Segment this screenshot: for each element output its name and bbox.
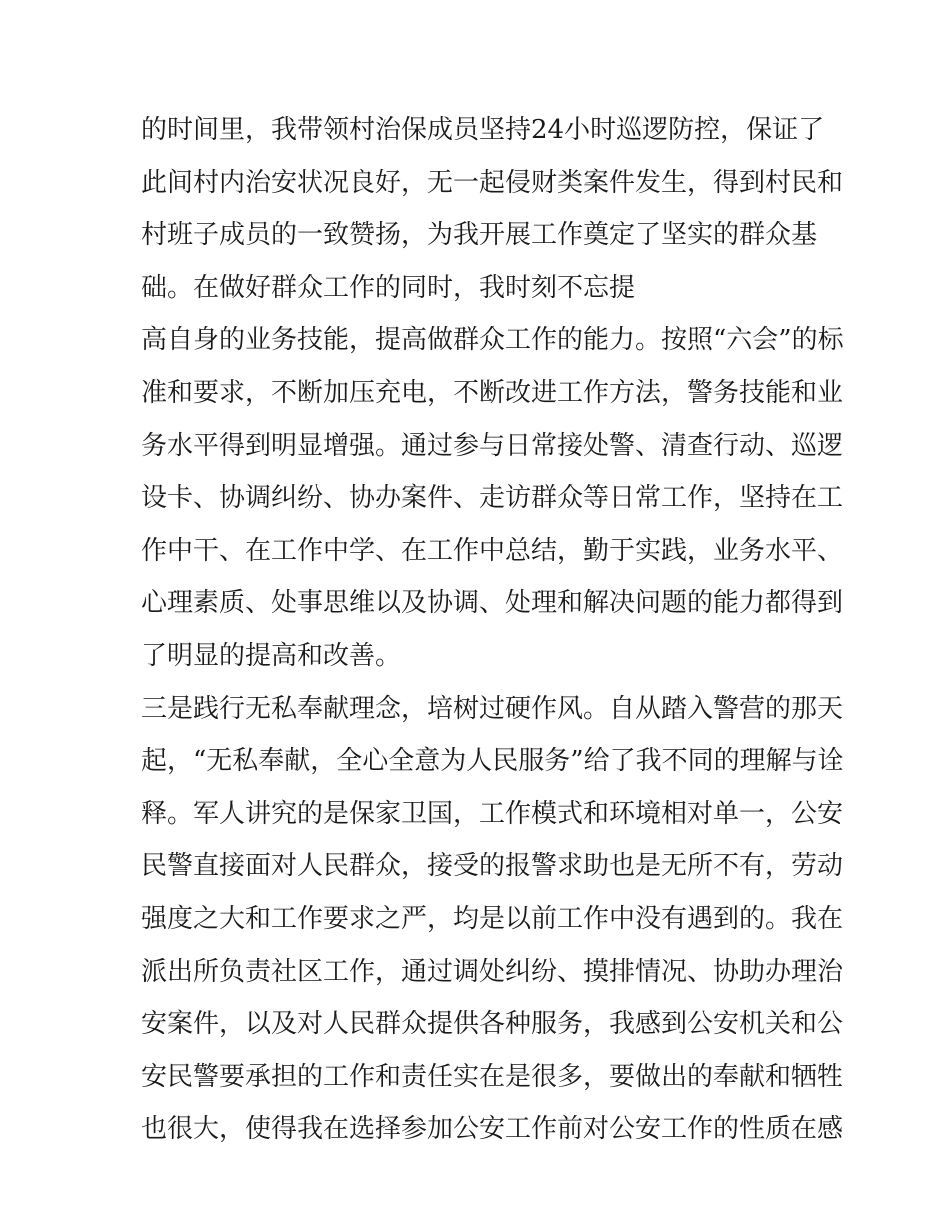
text-line-10: 心理素质、处事思维以及协调、处理和解决问题的能力都得到	[141, 588, 844, 619]
text-line-11: 了明显的提高和改善。	[141, 640, 402, 671]
text-line-2: 此间村内治安状况良好，无一起侵财类案件发生，得到村民和	[141, 167, 844, 198]
text-line-17: 派出所负责社区工作，通过调处纠纷、摸排情况、协助办理治	[141, 956, 844, 987]
text-line-6: 准和要求，不断加压充电，不断改进工作方法，警务技能和业	[141, 377, 844, 408]
text-line-18: 安案件，以及对人民群众提供各种服务，我感到公安机关和公	[141, 1009, 844, 1040]
text-line-7: 务水平得到明显增强。通过参与日常接处警、清查行动、巡逻	[141, 430, 844, 461]
text-line-14: 释。军人讲究的是保家卫国，工作模式和环境相对单一，公安	[141, 798, 844, 829]
text-line-9: 作中干、在工作中学、在工作中总结，勤于实践，业务水平、	[141, 535, 844, 566]
text-line-20: 也很大，使得我在选择参加公安工作前对公安工作的性质在感	[141, 1114, 844, 1145]
body-text	[141, 104, 844, 1156]
text-line-8: 设卡、协调纠纷、协办案件、走访群众等日常工作，坚持在工	[141, 483, 844, 514]
text-line-19: 安民警要承担的工作和责任实在是很多，要做出的奉献和牺牲	[141, 1061, 844, 1092]
text-line-15: 民警直接面对人民群众，接受的报警求助也是无所不有，劳动	[141, 851, 844, 882]
text-line-4: 础。在做好群众工作的同时，我时刻不忘提	[141, 272, 636, 303]
text-line-12: 三是践行无私奉献理念，培树过硬作风。自从踏入警营的那天	[141, 693, 844, 724]
text-line-3: 村班子成员的一致赞扬，为我开展工作奠定了坚实的群众基	[141, 220, 818, 251]
text-line-16: 强度之大和工作要求之严，均是以前工作中没有遇到的。我在	[141, 903, 844, 934]
text-line-5: 高自身的业务技能，提高做群众工作的能力。按照“六会”的标	[141, 325, 844, 356]
text-line-13: 起，“无私奉献，全心全意为人民服务”给了我不同的理解与诠	[141, 746, 844, 777]
text-line-1: 的时间里，我带领村治保成员坚持24小时巡逻防控，保证了	[141, 115, 825, 145]
